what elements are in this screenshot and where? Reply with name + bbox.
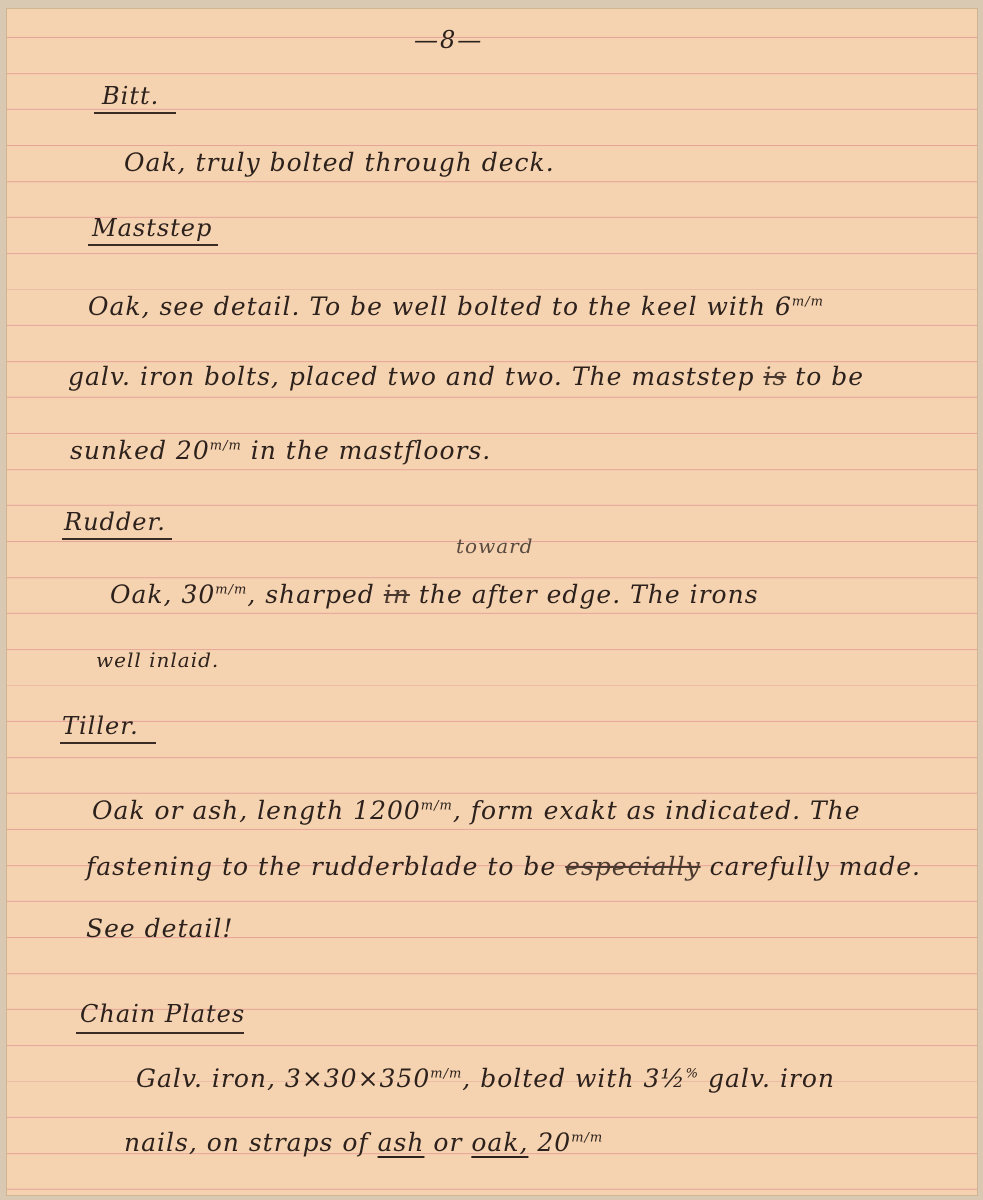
maststep-text-3: sunked 20 bbox=[70, 436, 210, 465]
unit-mm: m/m bbox=[209, 438, 242, 454]
tiller-line-1 bbox=[92, 796, 861, 825]
heading-chain-plates: Chain Plates bbox=[80, 1000, 246, 1028]
heading-bitt: Bitt. bbox=[102, 82, 160, 110]
chainplates-text-4: nails, on straps of bbox=[124, 1128, 369, 1157]
unit-mm: m/m bbox=[430, 1066, 463, 1082]
chainplates-text-20: 20 bbox=[537, 1128, 572, 1157]
chainplates-text-3: galv. iron bbox=[707, 1064, 836, 1093]
maststep-line-1 bbox=[88, 292, 824, 321]
page-number: —8— bbox=[414, 26, 484, 54]
rudder-text-1: Oak, 30 bbox=[110, 580, 216, 609]
unit-mm: m/m bbox=[420, 798, 453, 814]
unit-mm: m/m bbox=[791, 294, 824, 310]
heading-tiller: Tiller. bbox=[62, 712, 139, 740]
heading-underline bbox=[94, 112, 176, 114]
maststep-text-2: galv. iron bolts, placed two and two. The maststep bbox=[68, 362, 755, 391]
tiller-text-3: fastening to the rudderblade to be bbox=[86, 852, 557, 881]
tiller-line-2 bbox=[86, 852, 921, 881]
tiller-text-2: , form exakt as indicated. The bbox=[452, 796, 861, 825]
chainplates-text-1: Galv. iron, 3×30×350 bbox=[136, 1064, 431, 1093]
unit-mm: m/m bbox=[215, 582, 248, 598]
unit-mm: m/m bbox=[571, 1130, 604, 1146]
maststep-line-2 bbox=[68, 362, 864, 391]
struck-word: especially bbox=[565, 852, 701, 881]
struck-word: is bbox=[763, 362, 787, 391]
tiller-line-3: See detail! bbox=[86, 914, 234, 943]
chainplates-text-2: , bolted with 3½ bbox=[462, 1064, 686, 1093]
heading-underline bbox=[88, 244, 218, 246]
maststep-text-4: in the mastfloors. bbox=[250, 436, 492, 465]
rudder-line-2: well inlaid. bbox=[96, 648, 220, 672]
pencil-insertion: toward bbox=[456, 534, 534, 558]
maststep-text-1: Oak, see detail. To be well bolted to the keel with 6 bbox=[88, 292, 792, 321]
chainplates-text-or: or bbox=[433, 1128, 463, 1157]
heading-underline bbox=[76, 1032, 244, 1034]
tiller-text-1: Oak or ash, length 1200 bbox=[92, 796, 421, 825]
rudder-line-1 bbox=[110, 580, 759, 609]
manuscript-page bbox=[6, 8, 978, 1196]
rudder-text-2: , sharped bbox=[247, 580, 375, 609]
rudder-text-3: the after edge. The irons bbox=[418, 580, 759, 609]
tiller-text-4: carefully made. bbox=[709, 852, 922, 881]
heading-rudder: Rudder. bbox=[64, 508, 166, 536]
unit-mm-short: % bbox=[685, 1066, 700, 1082]
heading-maststep: Maststep bbox=[92, 214, 213, 242]
heading-underline bbox=[62, 538, 172, 540]
bitt-text: Oak, truly bolted through deck. bbox=[124, 148, 555, 177]
struck-word: in bbox=[383, 580, 410, 609]
chainplates-line-2 bbox=[124, 1128, 603, 1157]
chainplates-line-1 bbox=[136, 1064, 835, 1093]
underlined-oak: oak, bbox=[471, 1128, 529, 1157]
underlined-ash: ash bbox=[377, 1128, 425, 1157]
maststep-to-be: to be bbox=[795, 362, 865, 391]
heading-underline bbox=[60, 742, 156, 744]
maststep-line-3 bbox=[70, 436, 491, 465]
